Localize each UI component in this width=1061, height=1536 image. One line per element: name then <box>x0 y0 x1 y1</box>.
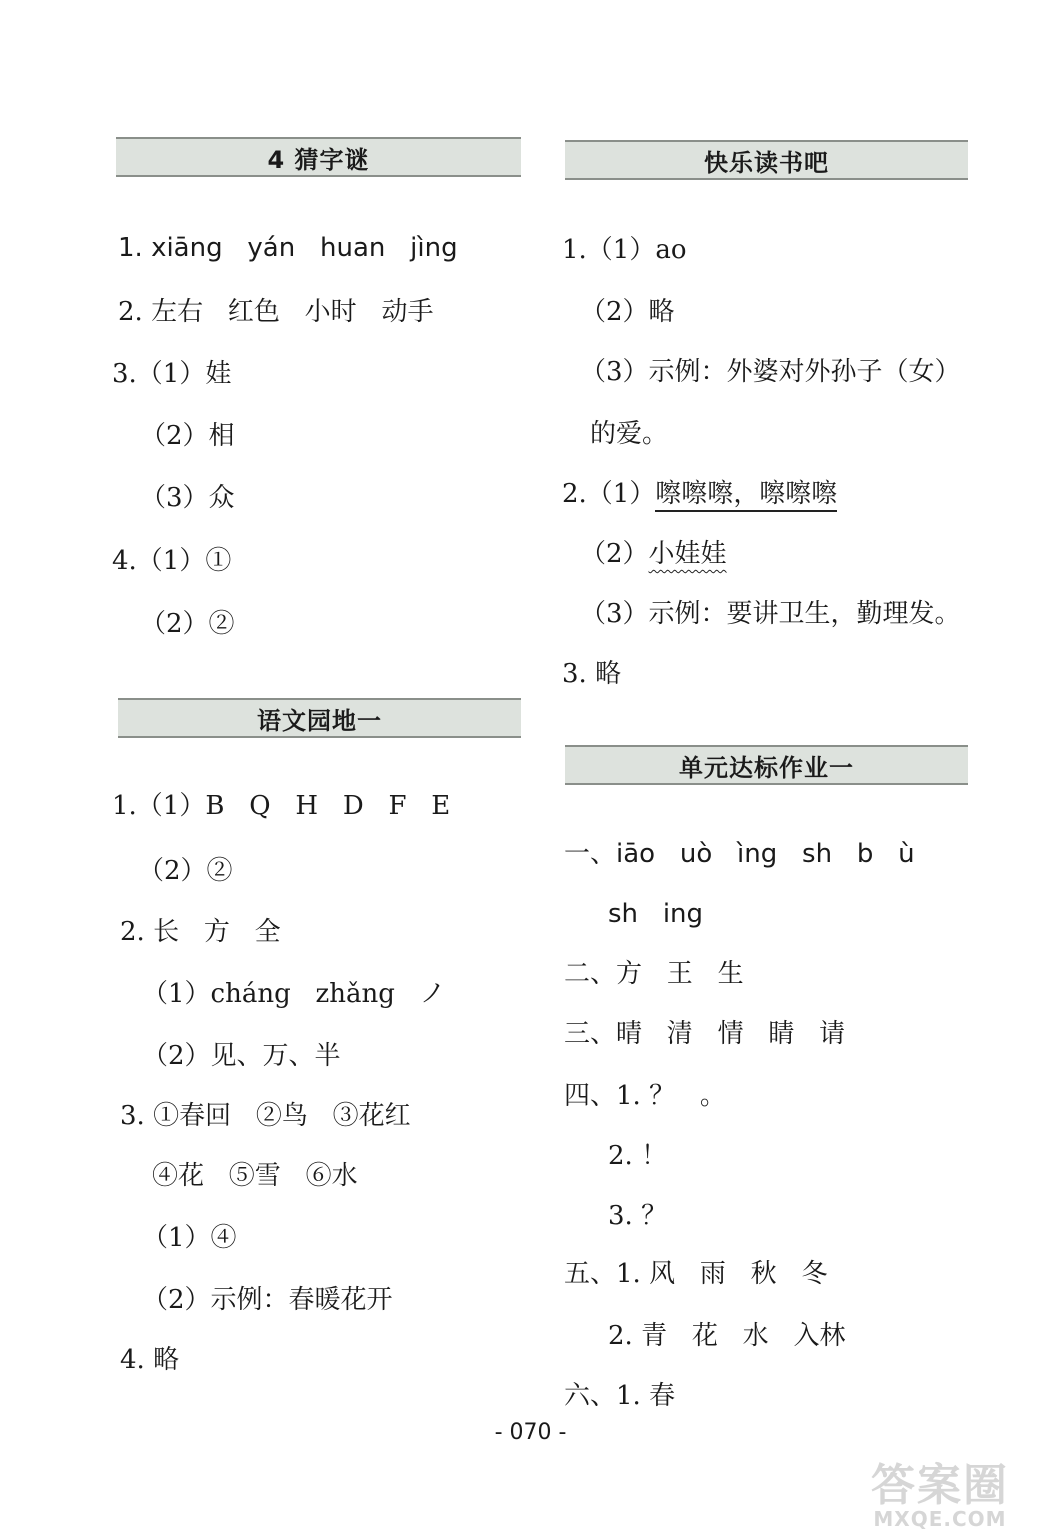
underlined-answer: 嚓嚓嚓，嚓嚓嚓 <box>655 479 837 512</box>
answer-line: 四、1. ？ 。 <box>564 1081 726 1111</box>
answer-line: （1）cháng zhǎng ノ <box>142 979 446 1009</box>
answer-line: （2）小娃娃 <box>580 539 727 569</box>
answer-line: （3）示例：要讲卫生，勤理发。 <box>580 599 961 629</box>
answer-line: 1. xiāng yán huan jìng <box>118 233 458 263</box>
section-title-cai-zi-mi: 4 猜字谜 <box>116 137 521 177</box>
watermark-logo <box>835 1462 1045 1532</box>
answer-line: （2）相 <box>140 421 235 451</box>
answer-line: 五、1. 风 雨 秋 冬 <box>564 1259 828 1289</box>
answer-line: 一、iāo uò ìng sh b ù <box>564 839 915 869</box>
answer-line: 3. ？ <box>608 1201 668 1231</box>
answer-line: （3）众 <box>140 483 235 513</box>
answer-line: 三、晴 清 情 睛 请 <box>564 1019 846 1049</box>
answer-line: 3. ①春回 ②鸟 ③花红 <box>120 1101 411 1131</box>
answer-line: 2.（1）嚓嚓嚓，嚓嚓嚓 <box>562 478 837 510</box>
answer-line: ④花 ⑤雪 ⑥水 <box>152 1161 358 1191</box>
answer-line: 六、1. 春 <box>564 1381 676 1411</box>
answer-line: 2. 长 方 全 <box>120 917 281 947</box>
answer-line: 4. 略 <box>120 1345 180 1375</box>
answer-line: 4.（1）① <box>112 546 232 576</box>
answer-line: 2. 青 花 水 入林 <box>608 1321 846 1351</box>
answer-line: （2）② <box>140 609 235 639</box>
answer-line: （2）② <box>138 856 233 886</box>
answer-line: 3.（1）娃 <box>112 359 232 389</box>
answer-line: （1）④ <box>142 1223 237 1253</box>
answer-line: sh ing <box>608 899 704 929</box>
section-title-yu-wen-yuan-di: 语文园地一 <box>118 698 521 738</box>
answer-line: （3）示例：外婆对外孙子（女） <box>580 357 961 387</box>
page-number: - 070 - <box>494 1420 567 1445</box>
answer-line: 1.（1）B Q H D F E <box>112 791 451 821</box>
watermark-bottom-text: MXQE.COM <box>873 1507 1007 1531</box>
section-title-kuai-le-du-shu-ba: 快乐读书吧 <box>565 140 968 180</box>
answer-line: 1.（1）ao <box>562 235 687 265</box>
answer-line: （2）见、万、半 <box>142 1041 341 1071</box>
wavy-underlined-answer: 小娃娃 <box>648 539 727 569</box>
watermark-top-text: 答案圈 <box>871 1460 1009 1511</box>
answer-line: 2. ！ <box>608 1141 668 1171</box>
answer-line: （2）略 <box>580 297 675 327</box>
answer-line: （2）示例：春暖花开 <box>142 1285 393 1315</box>
answer-line: 3. 略 <box>562 659 622 689</box>
answer-line: 2. 左右 红色 小时 动手 <box>118 297 434 327</box>
answer-line: 二、方 王 生 <box>564 959 744 989</box>
answer-line: 的爱。 <box>590 419 669 449</box>
section-title-dan-yuan-da-biao: 单元达标作业一 <box>565 745 968 785</box>
